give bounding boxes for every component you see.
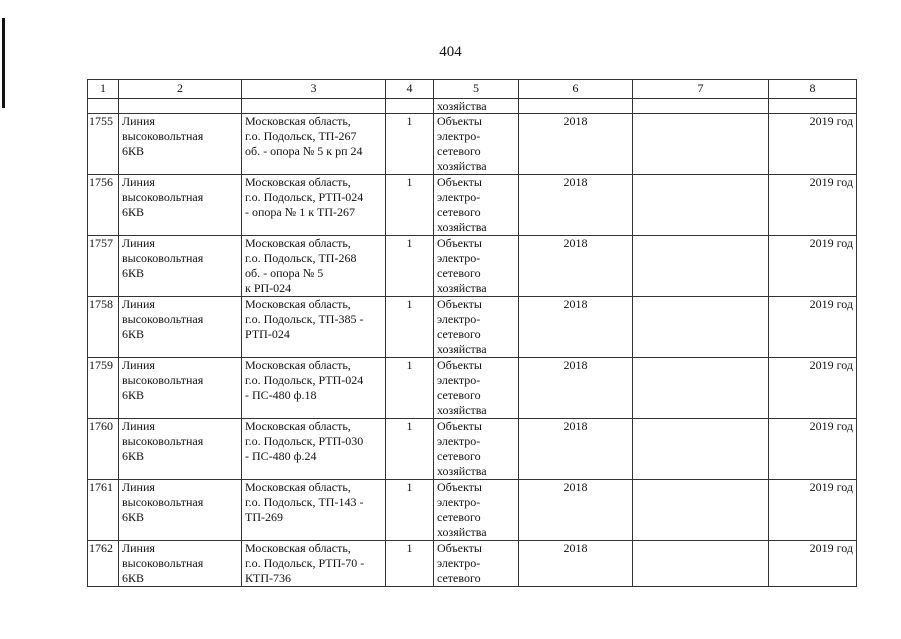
header-col-5: 5 [434,80,519,99]
cell [519,99,633,114]
cell-address: Московская область, г.о. Подольск, РТП-030 - ПС-480 ф.24 [242,419,386,480]
cell-deadline: 2019 год [769,297,857,358]
cell-name: Линия высоковольтная 6КВ [119,358,242,419]
cell-deadline: 2019 год [769,236,857,297]
cell-number: 1760 [88,419,119,480]
cell-year: 2018 [519,480,633,541]
table-row [88,419,857,480]
cell-type: Объекты электро- сетевого хозяйства [434,236,519,297]
header-col-3: 3 [242,80,386,99]
cell [119,99,242,114]
cell-name: Линия высоковольтная 6КВ [119,480,242,541]
table-row [88,297,857,358]
scan-margin-line [2,18,5,108]
header-col-2: 2 [119,80,242,99]
cell-col7 [633,541,769,587]
cell-type: Объекты электро- сетевого хозяйства [434,114,519,175]
cell-address: Московская область, г.о. Подольск, ТП-143 - ТП-269 [242,480,386,541]
header-col-7: 7 [633,80,769,99]
cell-quantity: 1 [386,175,434,236]
cell-col7 [633,236,769,297]
cell-col7 [633,419,769,480]
cell-address: Московская область, г.о. Подольск, РТП-70 - КТП-736 [242,541,386,587]
table-row [88,114,857,175]
cell-quantity: 1 [386,236,434,297]
cell-address: Московская область, г.о. Подольск, РТП-024 - опора № 1 к ТП-267 [242,175,386,236]
cell-year: 2018 [519,175,633,236]
cell-deadline: 2019 год [769,114,857,175]
header-col-1: 1 [88,80,119,99]
cell-number: 1757 [88,236,119,297]
cell-deadline: 2019 год [769,175,857,236]
cell-number: 1762 [88,541,119,587]
cell [633,99,769,114]
header-col-4: 4 [386,80,434,99]
cell-col7 [633,480,769,541]
cell-quantity: 1 [386,297,434,358]
cell-address: Московская область, г.о. Подольск, ТП-268 об. - опора № 5 к РП-024 [242,236,386,297]
table-row [88,236,857,297]
cell-address: Московская область, г.о. Подольск, РТП-024 - ПС-480 ф.18 [242,358,386,419]
cell-name: Линия высоковольтная 6КВ [119,236,242,297]
cell-col7 [633,297,769,358]
header-col-8: 8 [769,80,857,99]
cell-name: Линия высоковольтная 6КВ [119,175,242,236]
cell-col7 [633,358,769,419]
cell-type: Объекты электро- сетевого [434,541,519,587]
cell-type: хозяйства [434,99,519,114]
cell-quantity: 1 [386,419,434,480]
cell-number: 1755 [88,114,119,175]
header-col-6: 6 [519,80,633,99]
cell-number: 1761 [88,480,119,541]
table-row [88,541,857,587]
cell-deadline: 2019 год [769,419,857,480]
cell-address: Московская область, г.о. Подольск, ТП-385 - РТП-024 [242,297,386,358]
cell-type: Объекты электро- сетевого хозяйства [434,419,519,480]
cell-quantity: 1 [386,114,434,175]
cell-quantity: 1 [386,541,434,587]
cell-deadline: 2019 год [769,480,857,541]
cell-name: Линия высоковольтная 6КВ [119,114,242,175]
cell-name: Линия высоковольтная 6КВ [119,541,242,587]
cell-col7 [633,114,769,175]
table-row [88,480,857,541]
cell-quantity: 1 [386,480,434,541]
cell-deadline: 2019 год [769,358,857,419]
cell [386,99,434,114]
cell-deadline: 2019 год [769,541,857,587]
cell-address: Московская область, г.о. Подольск, ТП-267 об. - опора № 5 к рп 24 [242,114,386,175]
cell-name: Линия высоковольтная 6КВ [119,297,242,358]
cell-type: Объекты электро- сетевого хозяйства [434,480,519,541]
cell-quantity: 1 [386,358,434,419]
cell-col7 [633,175,769,236]
table-row [88,358,857,419]
cell-number: 1756 [88,175,119,236]
cell-year: 2018 [519,236,633,297]
cell-year: 2018 [519,358,633,419]
cell-type: Объекты электро- сетевого хозяйства [434,297,519,358]
cell-type: Объекты электро- сетевого хозяйства [434,175,519,236]
cell-number: 1759 [88,358,119,419]
header-row [88,80,857,99]
cell-year: 2018 [519,114,633,175]
cell [769,99,857,114]
cell-year: 2018 [519,297,633,358]
cell [88,99,119,114]
cell-type: Объекты электро- сетевого хозяйства [434,358,519,419]
table-row [88,175,857,236]
page-number: 404 [439,44,462,60]
cell [242,99,386,114]
continuation-row [88,99,857,114]
cell-year: 2018 [519,541,633,587]
registry-table [87,79,857,587]
cell-year: 2018 [519,419,633,480]
cell-name: Линия высоковольтная 6КВ [119,419,242,480]
cell-number: 1758 [88,297,119,358]
